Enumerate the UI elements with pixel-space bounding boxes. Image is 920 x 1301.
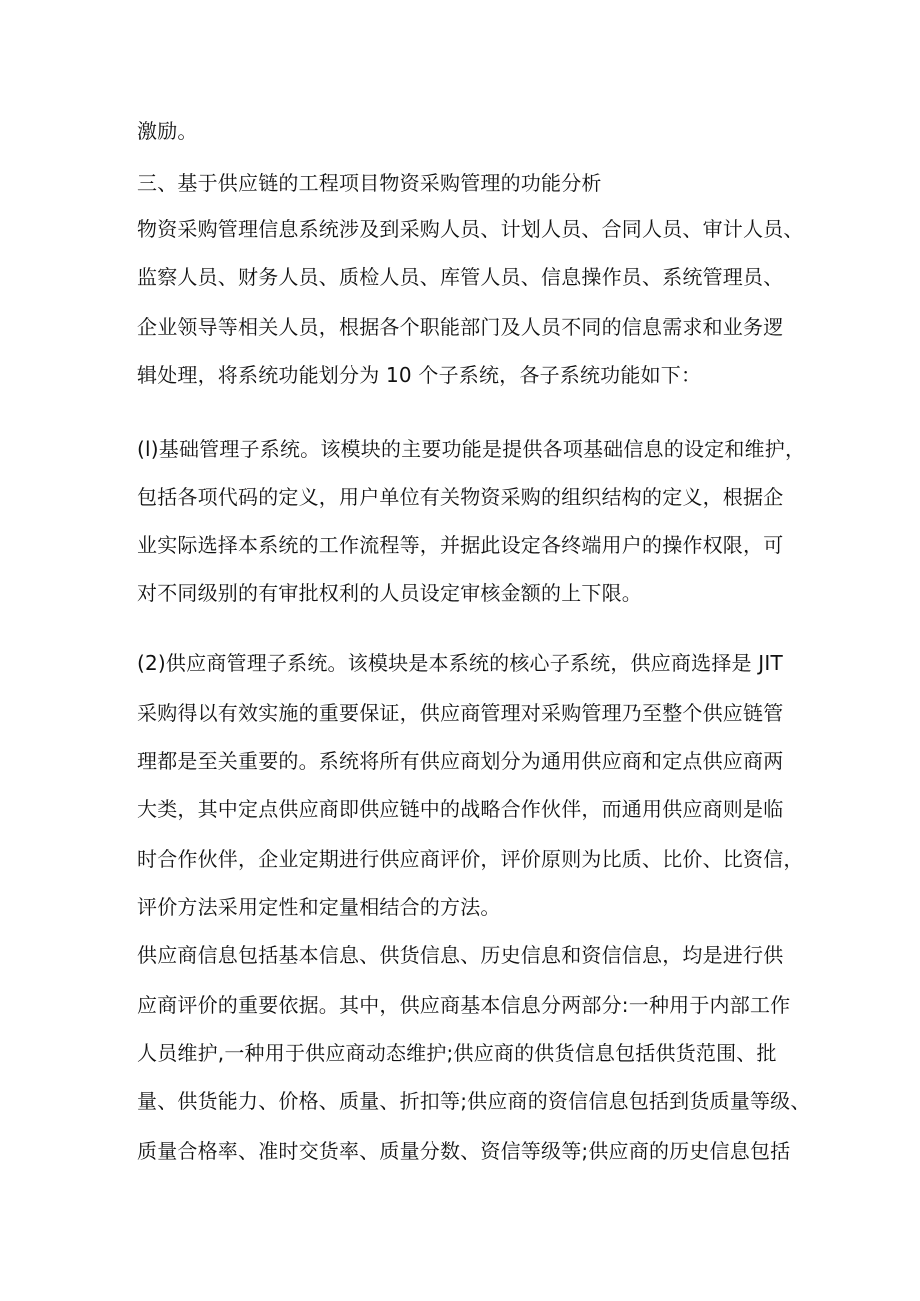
text-line-21: 质量合格率、准时交货率、质量分数、资信等级等;供应商的历史信息包括 xyxy=(137,1139,791,1163)
text-line-9: 业实际选择本系统的工作流程等，并据此设定各终端用户的操作权限，可 xyxy=(137,533,784,557)
text-line-12: 采购得以有效实施的重要保证，供应商管理对采购管理乃至整个供应链管 xyxy=(137,701,784,725)
text-line-11: (2)供应商管理子系统。该模块是本系统的核心子系统，供应商选择是 JIT xyxy=(137,651,783,675)
text-line-16: 评价方法采用定性和定量相结合的方法。 xyxy=(137,895,501,919)
text-line-19: 人员维护,一种用于供应商动态维护;供应商的供货信息包括供货范围、批 xyxy=(137,1041,777,1065)
section-heading: 三、基于供应链的工程项目物资采购管理的功能分析 xyxy=(137,171,602,195)
text-line-10: 对不同级别的有审批权利的人员设定审核金额的上下限。 xyxy=(137,581,642,605)
text-line-18: 应商评价的重要依据。其中，供应商基本信息分两部分:一种用于内部工作 xyxy=(137,993,791,1017)
text-line-5: 企业领导等相关人员，根据各个职能部门及人员不同的信息需求和业务逻 xyxy=(137,315,784,339)
text-line-20: 量、供货能力、价格、质量、折扣等;供应商的资信信息包括到货质量等级、 xyxy=(137,1089,811,1113)
text-line-3: 物资采购管理信息系统涉及到采购人员、计划人员、合同人员、审计人员、 xyxy=(137,217,804,241)
text-line-7: (l)基础管理子系统。该模块的主要功能是提供各项基础信息的设定和维护， xyxy=(137,437,806,461)
text-line-6: 辑处理，将系统功能划分为 10 个子系统，各子系统功能如下： xyxy=(137,363,702,387)
text-line-1: 激励。 xyxy=(137,119,198,143)
text-line-13: 理都是至关重要的。系统将所有供应商划分为通用供应商和定点供应商两 xyxy=(137,749,784,773)
text-line-8: 包括各项代码的定义，用户单位有关物资采购的组织结构的定义，根据企 xyxy=(137,485,784,509)
text-line-17: 供应商信息包括基本信息、供货信息、历史信息和资信信息，均是进行供 xyxy=(137,943,784,967)
text-line-4: 监察人员、财务人员、质检人员、库管人员、信息操作员、系统管理员、 xyxy=(137,265,784,289)
text-line-15: 时合作伙伴，企业定期进行供应商评价，评价原则为比质、比价、比资信， xyxy=(137,847,804,871)
text-line-14: 大类，其中定点供应商即供应链中的战略合作伙伴，而通用供应商则是临 xyxy=(137,797,784,821)
